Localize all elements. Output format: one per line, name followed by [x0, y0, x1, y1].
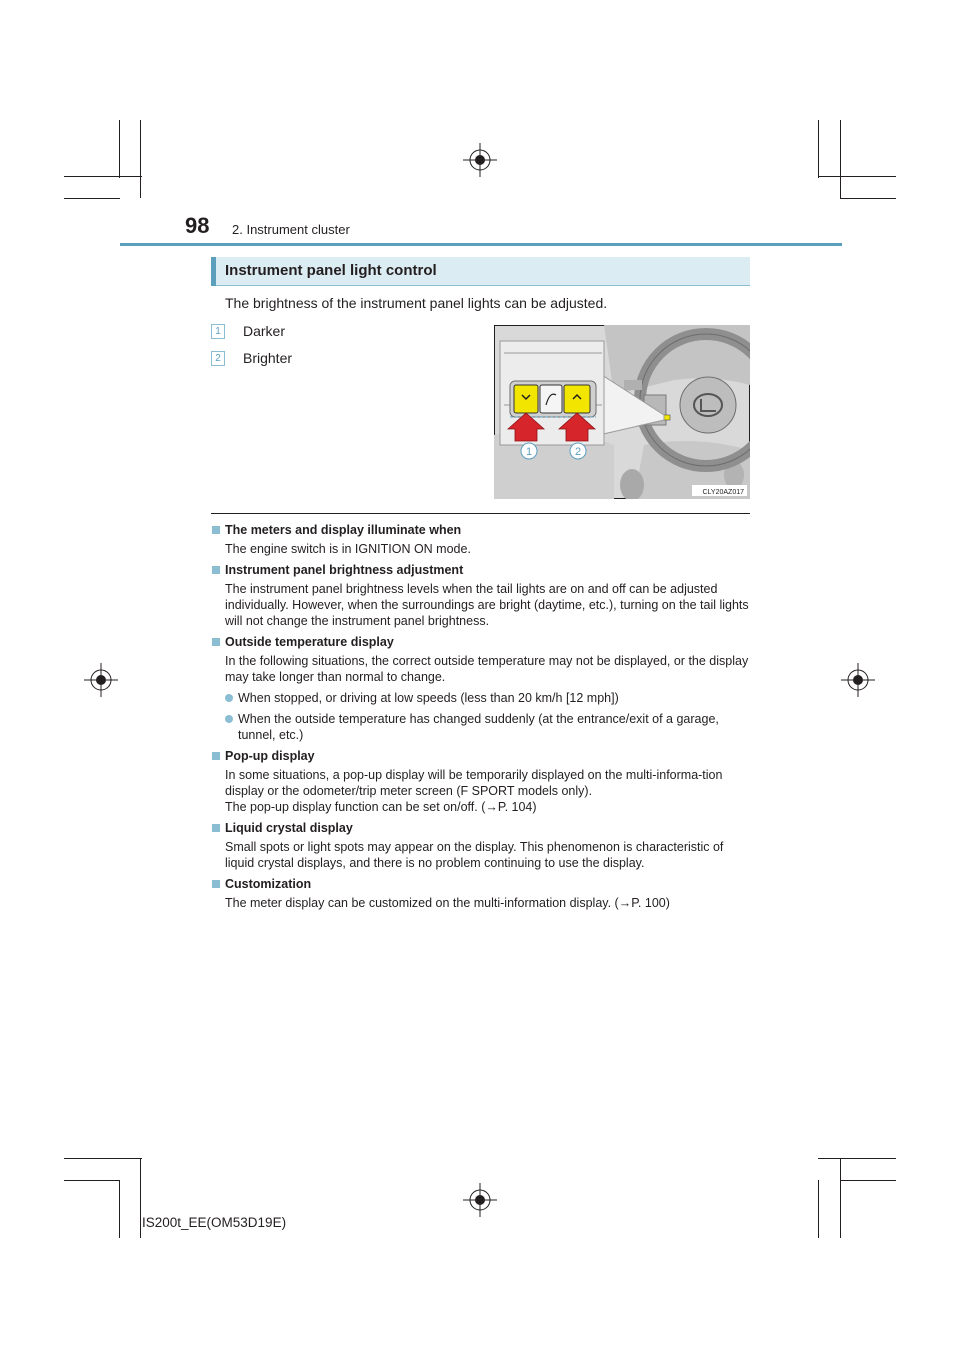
header-rule — [120, 243, 842, 246]
note-title: Outside temperature display — [211, 634, 753, 650]
note-title: Pop-up display — [211, 748, 753, 764]
note-body: The engine switch is in IGNITION ON mode. — [225, 542, 471, 556]
note-body: The instrument panel brightness levels when the tail lights are on and off can be adjusted individually. However, when the surroundings are bright (daytime, etc.), turning on the tail lights will not change the instrument panel brightness. — [225, 582, 749, 628]
notes-divider — [211, 513, 750, 514]
chapter-title: 2. Instrument cluster — [232, 222, 350, 237]
note-body: In some situations, a pop-up display will be temporarily displayed on the multi-informa-tion display or the odometer/trip meter screen (F SPORT models only). — [225, 768, 723, 798]
note-body: The meter display can be customized on the multi-information display. (→P. 100) — [225, 896, 670, 910]
note-body: Small spots or light spots may appear on the display. This phenomenon is characteristic of liquid crystal displays, and there is no problem continuing to use the display. — [225, 840, 724, 870]
note-brightness-adjustment — [211, 562, 753, 629]
notes-section — [211, 522, 753, 916]
note-title: Customization — [211, 876, 753, 892]
registration-mark-bottom-icon — [463, 1183, 497, 1217]
note-liquid-crystal — [211, 820, 753, 871]
note-popup-display — [211, 748, 753, 815]
note-title: Liquid crystal display — [211, 820, 753, 836]
callout-1: 1 — [525, 446, 533, 458]
note-title: The meters and display illuminate when — [211, 522, 753, 538]
figure-code: CLY20AZ017 — [702, 489, 744, 496]
legend-number-1: 1 — [211, 324, 225, 339]
registration-mark-right-icon — [841, 663, 875, 697]
note-meters-illuminate — [211, 522, 753, 557]
legend-label-darker: Darker — [243, 323, 286, 339]
section-accent — [211, 257, 216, 286]
section-header — [211, 257, 750, 286]
bullet-list — [211, 690, 753, 743]
note-title: Instrument panel brightness adjustment — [211, 562, 753, 578]
note-body-link-line: The pop-up display function can be set on/off. (→P. 104) — [225, 800, 537, 814]
bullet-item: When stopped, or driving at low speeds (less than 20 km/h [12 mph]) — [225, 690, 753, 706]
callout-2: 2 — [574, 446, 582, 458]
section-title: Instrument panel light control — [225, 262, 437, 279]
section-intro: The brightness of the instrument panel lights can be adjusted. — [225, 295, 608, 311]
bullet-item: When the outside temperature has changed suddenly (at the entrance/exit of a garage, tunnel, etc.) — [225, 711, 753, 743]
registration-mark-left-icon — [84, 663, 118, 697]
legend-number-2: 2 — [211, 351, 225, 366]
registration-mark-top-icon — [463, 143, 497, 177]
note-customization — [211, 876, 753, 911]
legend-label-brighter: Brighter — [243, 350, 293, 366]
document-id: IS200t_EE(OM53D19E) — [142, 1215, 287, 1230]
note-body: In the following situations, the correct outside temperature may not be displayed, or the display may take longer than normal to change. — [225, 654, 749, 684]
page-number: 98 — [185, 213, 210, 238]
note-outside-temperature — [211, 634, 753, 743]
dashboard-illustration — [494, 325, 750, 499]
